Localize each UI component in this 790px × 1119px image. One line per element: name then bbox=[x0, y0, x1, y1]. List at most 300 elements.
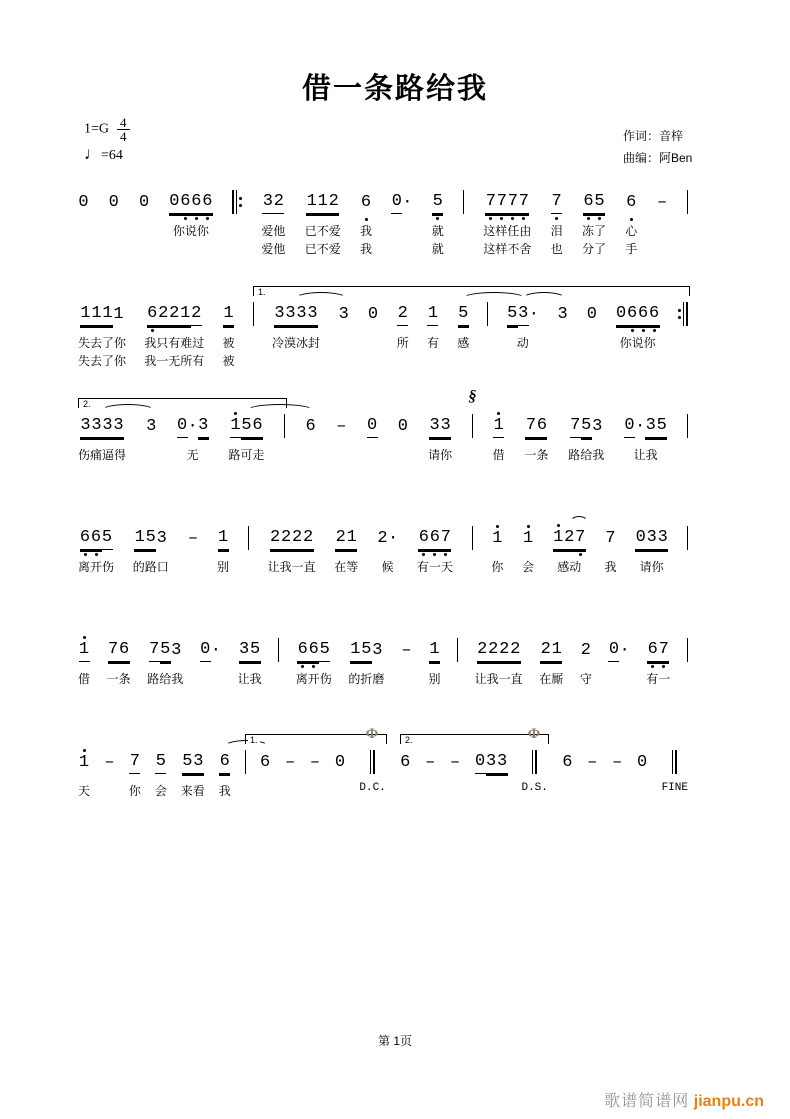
note-token: 2 bbox=[273, 191, 284, 214]
note-token: 1 bbox=[346, 527, 357, 550]
measure-cell bbox=[133, 526, 169, 575]
note-token: 1 bbox=[317, 191, 328, 214]
barline bbox=[253, 302, 254, 326]
lyricist-credit: 作词：音梓 bbox=[623, 129, 684, 143]
note-token: 3 bbox=[429, 415, 440, 438]
system-row-6 bbox=[78, 726, 688, 832]
composer-credit: 曲编：阿Ben bbox=[623, 151, 693, 165]
quarter-note-icon: ♩ bbox=[84, 144, 101, 163]
measure-cell bbox=[580, 638, 592, 687]
note-token: · bbox=[388, 529, 399, 548]
measure-cell bbox=[425, 750, 436, 774]
note-token: 1 bbox=[492, 529, 503, 548]
note-token: 5 bbox=[594, 191, 605, 214]
barline bbox=[370, 750, 375, 774]
note-token: 7 bbox=[570, 415, 581, 438]
note-token: 2 bbox=[499, 639, 510, 662]
tempo-value: =64 bbox=[101, 148, 123, 163]
note-token: 6 bbox=[91, 527, 102, 550]
note-token: 6 bbox=[119, 639, 130, 662]
lyric-line1: 这样任由 bbox=[483, 224, 532, 238]
measure-cell bbox=[635, 526, 668, 575]
note-token: 3 bbox=[198, 415, 209, 438]
lyric-line1: 请你 bbox=[639, 560, 664, 574]
song-title: 借一条路给我 bbox=[301, 73, 488, 105]
barline bbox=[284, 414, 285, 438]
lyric-line1: 心 bbox=[625, 224, 638, 238]
note-token: 6 bbox=[638, 303, 649, 326]
barline bbox=[687, 526, 688, 550]
note-token: 1 bbox=[230, 415, 241, 438]
lyric-line1: 我 bbox=[604, 560, 617, 574]
note-token: 1 bbox=[102, 303, 113, 326]
note-token: 0 bbox=[475, 751, 486, 774]
note-token: · bbox=[402, 193, 413, 212]
lyric-line1: 就 bbox=[431, 224, 444, 238]
measure-cell bbox=[108, 190, 119, 214]
note-token: 5 bbox=[458, 303, 469, 326]
note-token: · bbox=[528, 305, 539, 324]
lyric-line1: 被 bbox=[222, 336, 235, 350]
measure-cell bbox=[475, 750, 508, 774]
note-token: 6 bbox=[260, 753, 271, 772]
note-token: – bbox=[587, 753, 598, 772]
note-token: 2 bbox=[488, 639, 499, 662]
note-token: – bbox=[336, 417, 347, 436]
note-token: 2 bbox=[281, 527, 292, 550]
note-token: 3 bbox=[80, 415, 91, 438]
lyric-line1: 候 bbox=[381, 560, 394, 574]
note-token: 6 bbox=[305, 417, 316, 436]
measure-cell bbox=[139, 190, 150, 214]
note-token: · bbox=[635, 417, 646, 436]
note-token: 1 bbox=[429, 639, 440, 662]
note-token: 5 bbox=[319, 639, 330, 662]
note-token: – bbox=[612, 753, 623, 772]
note-token: 2 bbox=[510, 639, 521, 662]
measure-cell bbox=[475, 638, 523, 687]
note-token: 1 bbox=[493, 415, 504, 438]
note-token: 0 bbox=[608, 639, 619, 662]
note-token: 3 bbox=[440, 415, 451, 438]
note-token: 5 bbox=[155, 751, 166, 774]
lyric-line1: 会 bbox=[522, 560, 535, 574]
lyric-line1: 动 bbox=[516, 336, 529, 350]
bar-cell bbox=[359, 750, 385, 794]
lyric-line1: 已不爱 bbox=[304, 224, 341, 238]
note-token: 3 bbox=[239, 639, 250, 662]
note-token: 1 bbox=[134, 527, 145, 550]
measure-cell bbox=[377, 526, 398, 575]
lyric-line1: 来看 bbox=[180, 784, 205, 798]
note-token: 2 bbox=[303, 527, 314, 550]
lyric-line1: 借 bbox=[492, 448, 505, 462]
note-token: – bbox=[401, 641, 412, 660]
note-token: 0 bbox=[635, 527, 646, 550]
measure-cell bbox=[657, 190, 668, 214]
measure-cell bbox=[367, 414, 378, 438]
key-signature bbox=[84, 116, 130, 143]
lyric-line2: 这样不舍 bbox=[483, 242, 532, 256]
bar-cell bbox=[245, 750, 246, 774]
barline bbox=[678, 302, 688, 326]
note-token: 0 bbox=[177, 415, 188, 438]
barline bbox=[232, 190, 242, 214]
note-token: 1 bbox=[113, 305, 124, 324]
site-watermark bbox=[604, 1088, 764, 1111]
note-token: 0 bbox=[138, 193, 150, 212]
note-token: 0 bbox=[200, 639, 211, 662]
barline bbox=[463, 190, 464, 214]
page-number: 第 1页 bbox=[377, 1034, 412, 1048]
measure-cell bbox=[391, 190, 412, 214]
credits bbox=[623, 125, 692, 169]
note-token: 2 bbox=[397, 303, 408, 326]
lyric-line2: 分了 bbox=[581, 242, 606, 256]
note-token: 7 bbox=[575, 527, 586, 550]
system-row-4 bbox=[78, 508, 688, 608]
measure-cell bbox=[524, 414, 548, 463]
measure-cell bbox=[553, 526, 586, 575]
notation-area bbox=[78, 172, 688, 844]
barline bbox=[687, 414, 688, 438]
lyric-line1: 你 bbox=[491, 560, 504, 574]
measure-cell bbox=[367, 302, 378, 326]
lyric-line1: 感 bbox=[457, 336, 470, 350]
note-token: 2 bbox=[158, 303, 169, 326]
note-token: 3 bbox=[146, 417, 157, 436]
barline bbox=[248, 526, 249, 550]
lyric-line1: 天 bbox=[78, 784, 91, 798]
note-token: 1 bbox=[91, 303, 102, 326]
note-token: 3 bbox=[486, 751, 497, 774]
lyric-line1: 路给我 bbox=[568, 448, 605, 462]
note-token: 7 bbox=[485, 191, 496, 214]
lyric-line2: 手 bbox=[625, 242, 638, 256]
barline bbox=[457, 638, 458, 662]
note-token: 3 bbox=[193, 751, 204, 774]
lyric-line1: 伤痛逼得 bbox=[78, 448, 127, 462]
navigation-label: D.C. bbox=[359, 782, 386, 794]
bar-cell bbox=[463, 190, 464, 214]
note-token: 3 bbox=[657, 527, 668, 550]
note-token: 1 bbox=[79, 639, 90, 662]
lyric-line1: 泪 bbox=[550, 224, 563, 238]
note-token: 0 bbox=[367, 415, 378, 438]
lyric-line1: 让我 bbox=[633, 448, 658, 462]
measure-cell bbox=[334, 526, 358, 575]
barline bbox=[532, 750, 537, 774]
note-token: 5 bbox=[250, 639, 261, 662]
barline bbox=[278, 638, 279, 662]
lyric-line1: 别 bbox=[428, 672, 441, 686]
system-row-2 bbox=[78, 284, 688, 384]
note-token: 7 bbox=[108, 639, 119, 662]
note-token: 5 bbox=[432, 191, 443, 214]
measure-cell bbox=[429, 638, 441, 687]
lyric-line1: 有一 bbox=[646, 672, 671, 686]
note-token: · bbox=[619, 641, 630, 660]
barline bbox=[245, 750, 246, 774]
note-token: 2 bbox=[169, 303, 180, 326]
time-signature-bottom: 4 bbox=[120, 129, 127, 144]
measure-cell bbox=[608, 638, 629, 662]
note-token: 2 bbox=[477, 639, 488, 662]
measure-cell bbox=[539, 638, 563, 687]
note-token: 1 bbox=[553, 527, 564, 550]
bar-cell bbox=[687, 190, 688, 214]
volta-label: 1. bbox=[258, 287, 266, 297]
lyric-line1: 让我一直 bbox=[267, 560, 316, 574]
note-token: 3 bbox=[91, 415, 102, 438]
measure-cell bbox=[285, 750, 296, 774]
note-token: 3 bbox=[102, 415, 113, 438]
measure-cell bbox=[400, 750, 411, 774]
note-token: 6 bbox=[418, 527, 429, 550]
note-token: 6 bbox=[626, 193, 637, 212]
barline bbox=[472, 414, 473, 438]
measure-cell bbox=[491, 526, 503, 575]
measure-cell bbox=[200, 638, 221, 662]
note-token: 6 bbox=[360, 193, 372, 212]
lyric-line1: 的路口 bbox=[132, 560, 169, 574]
note-token: 2 bbox=[292, 527, 303, 550]
measure-cell bbox=[493, 414, 505, 463]
note-token: 6 bbox=[649, 303, 660, 326]
note-token: 3 bbox=[274, 303, 285, 326]
time-signature-top: 4 bbox=[117, 116, 130, 130]
measure-cell bbox=[169, 190, 213, 239]
volta-label: 1. bbox=[250, 735, 258, 745]
slur-arc bbox=[247, 404, 313, 416]
note-token: 1 bbox=[306, 191, 317, 214]
note-token: · bbox=[210, 641, 221, 660]
note-token: 2 bbox=[328, 191, 339, 214]
lyric-line1: 别 bbox=[217, 560, 230, 574]
watermark-domain: jianpu.cn bbox=[693, 1093, 764, 1110]
note-token: 1 bbox=[80, 303, 91, 326]
note-token: 0 bbox=[397, 417, 408, 436]
bar-cell bbox=[521, 750, 547, 794]
lyric-line1: 让我一直 bbox=[474, 672, 523, 686]
note-token: – bbox=[450, 753, 461, 772]
lyric-line1: 冷漠冰封 bbox=[271, 336, 320, 350]
note-token: 5 bbox=[656, 415, 667, 438]
measure-cell bbox=[238, 638, 262, 687]
note-token: 6 bbox=[429, 527, 440, 550]
note-token: 2 bbox=[377, 529, 388, 548]
measure-cell bbox=[146, 414, 157, 438]
note-token: 2 bbox=[270, 527, 281, 550]
note-token: 7 bbox=[525, 415, 536, 438]
measure-cell bbox=[397, 414, 408, 438]
measure-cell bbox=[507, 302, 539, 351]
measure-cell bbox=[268, 526, 316, 575]
measure-cell bbox=[217, 526, 229, 575]
note-token: 6 bbox=[536, 415, 547, 438]
measure-cell bbox=[483, 190, 531, 257]
measure-cell bbox=[557, 302, 568, 326]
note-token: 5 bbox=[145, 527, 156, 550]
lyric-line1: 我 bbox=[218, 784, 231, 798]
measure-cell bbox=[586, 302, 597, 326]
measure-cell bbox=[305, 190, 341, 257]
lyric-line1: 离开伤 bbox=[78, 560, 115, 574]
note-token: 3 bbox=[518, 303, 529, 326]
measure-cell bbox=[522, 526, 534, 575]
note-token: 3 bbox=[646, 527, 657, 550]
watermark-site-name: 歌谱简谱网 bbox=[604, 1093, 690, 1110]
measure-cell bbox=[296, 638, 332, 687]
lyric-line2: 被 bbox=[222, 354, 235, 368]
note-token: 5 bbox=[241, 415, 252, 438]
note-token: – bbox=[425, 753, 436, 772]
note-token: – bbox=[187, 529, 199, 548]
note-token: 3 bbox=[171, 641, 182, 660]
note-token: 5 bbox=[182, 751, 193, 774]
bar-cell bbox=[278, 638, 279, 662]
note-token: 6 bbox=[583, 191, 594, 214]
bar-cell bbox=[662, 750, 688, 794]
volta-label: 2. bbox=[83, 399, 91, 409]
note-token: 6 bbox=[562, 753, 573, 772]
note-token: 6 bbox=[202, 191, 213, 214]
note-token: 6 bbox=[627, 303, 638, 326]
measure-cell bbox=[624, 414, 667, 463]
system-row-5 bbox=[78, 620, 688, 720]
lyric-line1: 路给我 bbox=[147, 672, 184, 686]
bar-cell bbox=[678, 302, 688, 326]
note-token: 3 bbox=[156, 529, 167, 548]
measure-cell bbox=[432, 190, 444, 257]
note-token: 6 bbox=[400, 753, 411, 772]
note-token: 2 bbox=[335, 527, 346, 550]
note-token: 3 bbox=[307, 303, 318, 326]
note-token: 6 bbox=[219, 751, 230, 774]
measure-cell bbox=[107, 638, 131, 687]
note-token: 0 bbox=[616, 303, 627, 326]
lyric-line1: 让我 bbox=[237, 672, 262, 686]
note-token: 0 bbox=[367, 305, 379, 324]
note-token: – bbox=[309, 753, 321, 772]
note-token: 6 bbox=[252, 415, 263, 438]
measure-cell bbox=[568, 414, 604, 463]
bar-cell bbox=[284, 414, 285, 438]
bar-cell bbox=[232, 190, 242, 214]
lyric-line1: 请你 bbox=[428, 448, 453, 462]
note-token: – bbox=[656, 193, 668, 212]
lyric-line1: 你 bbox=[128, 784, 141, 798]
bar-cell bbox=[487, 302, 488, 326]
note-token: 3 bbox=[557, 305, 568, 324]
lyric-line1: 爱他 bbox=[261, 224, 286, 238]
measure-cell bbox=[612, 750, 623, 774]
lyric-line2: 我一无所有 bbox=[144, 354, 205, 368]
measure-cell bbox=[360, 190, 372, 257]
bar-cell bbox=[248, 526, 249, 550]
note-token: 0 bbox=[586, 305, 597, 324]
note-token: 5 bbox=[160, 639, 171, 662]
note-token: 5 bbox=[102, 527, 113, 550]
volta-label: 2. bbox=[405, 735, 413, 745]
note-token: 6 bbox=[147, 303, 158, 326]
lyric-line2: 我 bbox=[360, 242, 373, 256]
note-token: 6 bbox=[308, 639, 319, 662]
measure-cell bbox=[155, 750, 167, 799]
note-token: 7 bbox=[605, 529, 616, 548]
measure-cell bbox=[397, 302, 409, 351]
lyric-line1: 在厮 bbox=[539, 672, 564, 686]
barline bbox=[487, 302, 488, 326]
note-token: 2 bbox=[540, 639, 551, 662]
lyric-line1: 会 bbox=[154, 784, 167, 798]
lyric-line1: 有一天 bbox=[416, 560, 453, 574]
measure-cell bbox=[646, 638, 670, 687]
note-token: 6 bbox=[297, 639, 308, 662]
note-token: 7 bbox=[518, 191, 529, 214]
lyric-line1: 我 bbox=[360, 224, 373, 238]
lyric-line2: 爱他 bbox=[261, 242, 286, 256]
note-token: 5 bbox=[581, 415, 592, 438]
measure-cell bbox=[305, 414, 316, 438]
note-token: 7 bbox=[440, 527, 451, 550]
note-token: 2 bbox=[564, 527, 575, 550]
note-token: 3 bbox=[338, 305, 349, 324]
measure-cell bbox=[260, 750, 271, 774]
note-token: 6 bbox=[647, 639, 658, 662]
barline bbox=[687, 190, 688, 214]
measure-cell bbox=[104, 750, 115, 774]
measure-cell bbox=[219, 750, 231, 799]
note-token: 2 bbox=[580, 641, 591, 660]
slur-arc bbox=[570, 516, 588, 528]
measure-cell bbox=[427, 302, 439, 351]
bar-cell bbox=[253, 302, 254, 326]
note-token: 0 bbox=[78, 193, 89, 212]
measure-cell bbox=[144, 302, 204, 369]
measure-cell bbox=[450, 750, 461, 774]
note-token: 0 bbox=[624, 415, 635, 438]
time-signature bbox=[117, 116, 130, 143]
note-token: 1 bbox=[427, 303, 438, 326]
coda-icon: Φ bbox=[365, 726, 379, 742]
note-token: 1 bbox=[78, 753, 90, 772]
lyric-line1: 守 bbox=[579, 672, 592, 686]
measure-cell bbox=[78, 414, 126, 463]
key-label: 1=G bbox=[84, 121, 110, 137]
lyric-line1: 冻了 bbox=[581, 224, 606, 238]
note-token: 7 bbox=[149, 639, 160, 662]
lyric-line2: 失去了你 bbox=[78, 354, 127, 368]
slur-arc bbox=[523, 292, 565, 304]
bar-cell bbox=[687, 414, 688, 438]
bar-cell bbox=[687, 638, 688, 662]
measure-cell bbox=[417, 526, 453, 575]
lyric-line1: 的折磨 bbox=[348, 672, 385, 686]
measure-cell bbox=[625, 190, 637, 257]
measure-cell bbox=[177, 414, 209, 463]
note-token: 1 bbox=[551, 639, 562, 662]
note-token: 0 bbox=[391, 191, 402, 214]
note-token: 3 bbox=[497, 751, 508, 774]
system-row-3 bbox=[78, 388, 688, 496]
navigation-label: FINE bbox=[661, 782, 688, 794]
lyric-line1: 你说你 bbox=[172, 224, 209, 238]
lyric-line1: 一条 bbox=[106, 672, 131, 686]
system-row-1 bbox=[78, 172, 688, 272]
bar-cell bbox=[457, 638, 458, 662]
measure-cell bbox=[562, 750, 573, 774]
